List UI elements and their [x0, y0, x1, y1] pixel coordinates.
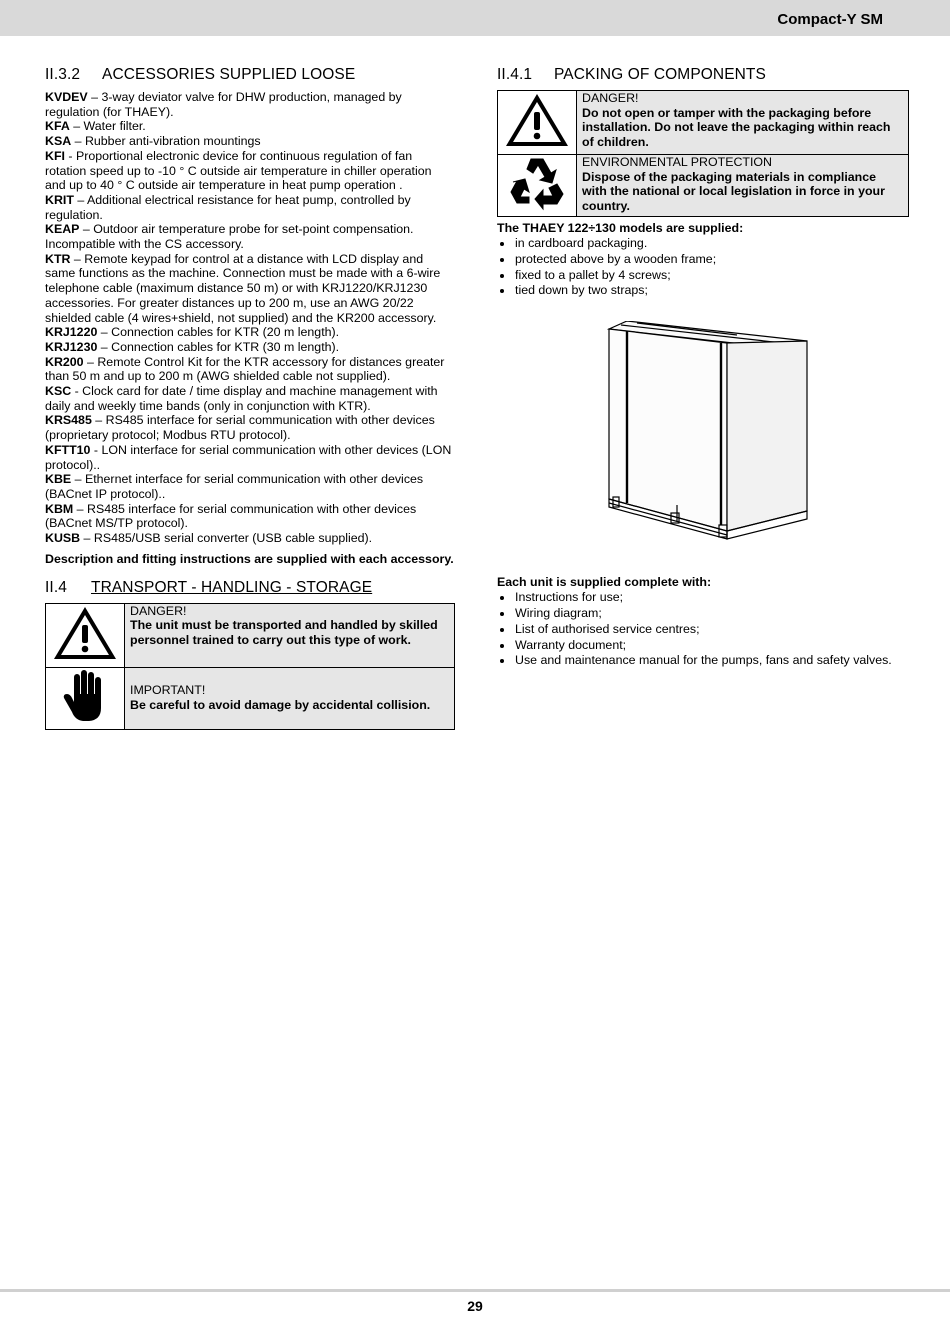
warning-body: The unit must be transported and handled by skilled personnel trained to carry out this type of work.: [130, 618, 438, 647]
accessory-code: KFTT10: [45, 442, 91, 457]
accessory-code: KBM: [45, 501, 74, 516]
accessory-description: – Outdoor air temperature probe for set-point compensation. Incompatible with the CS accessory.: [45, 222, 414, 252]
warning-text: [125, 603, 455, 667]
accessory-item: [45, 222, 455, 251]
danger-triangle-icon: [498, 91, 577, 155]
list-item: Wiring diagram;: [497, 606, 909, 622]
section-number: II.4: [45, 578, 67, 596]
section-title: TRANSPORT - HANDLING - STORAGE: [91, 578, 373, 596]
warning-head: IMPORTANT!: [130, 683, 206, 698]
accessory-code: KSC: [45, 384, 72, 399]
accessory-description: – Connection cables for KTR (30 m length).: [97, 339, 340, 354]
complete-list: [497, 590, 909, 669]
accessories-list: [45, 90, 455, 546]
warning-head: DANGER!: [582, 91, 639, 105]
warning-row: [498, 91, 909, 155]
left-column: [45, 66, 455, 730]
accessory-code: KTR: [45, 251, 71, 266]
page-number: 29: [467, 1298, 483, 1314]
accessory-item: [45, 384, 455, 413]
section-title: PACKING OF COMPONENTS: [554, 66, 766, 83]
list-item: Instructions for use;: [497, 590, 909, 606]
accessory-item: [45, 325, 455, 340]
warning-text: [577, 155, 909, 217]
warning-text: [125, 667, 455, 729]
accessory-description: – Additional electrical resistance for heat pump, controlled by regulation.: [45, 192, 411, 222]
accessory-code: KRJ1230: [45, 339, 98, 354]
section-heading-accessories: [45, 66, 455, 84]
accessory-description: – Remote Control Kit for the KTR accessory for distances greater than 50 m and up to 200 m (AWG shielded cable not supplied).: [45, 354, 445, 384]
supplied-list: [497, 236, 909, 299]
transport-warning-table: [45, 603, 455, 730]
warning-head: ENVIRONMENTAL PROTECTION: [582, 155, 773, 169]
right-column: [497, 66, 909, 669]
accessory-description: – Connection cables for KTR (20 m length).: [97, 325, 340, 340]
section-number: II.4.1: [497, 66, 533, 83]
warning-row: [46, 667, 455, 729]
warning-text: [577, 91, 909, 155]
document-title: Compact-Y SM: [777, 11, 883, 28]
packed-unit-illustration: [607, 321, 817, 543]
section-number: II.3.2: [45, 66, 81, 83]
accessory-code: KFA: [45, 119, 70, 134]
accessory-description: – RS485 interface for serial communication with other devices (BACnet MS/TP protocol).: [45, 501, 417, 531]
accessory-description: - Clock card for date / time display and machine management with daily and weekly time bands (only in conjunction with KTR).: [45, 384, 438, 413]
warning-body: Dispose of the packaging materials in compliance with the national or local legislation in force in your country.: [582, 169, 885, 214]
section-title: ACCESSORIES SUPPLIED LOOSE: [102, 66, 356, 83]
accessory-code: KBE: [45, 472, 72, 487]
accessory-item: [45, 119, 455, 134]
warning-body: Do not open or tamper with the packaging before installation. Do not leave the packaging within reach of children.: [582, 105, 891, 150]
accessory-code: KRS485: [45, 413, 92, 428]
list-item: List of authorised service centres;: [497, 622, 909, 638]
section-heading-transport: [45, 579, 455, 597]
accessory-code: KSA: [45, 134, 72, 149]
accessory-description: - Proportional electronic device for continuous regulation of fan rotation speed up to -10 ° C outside air temperature in chiller operation and up to 40 ° C outside air temperature in heat pump operation .: [45, 148, 432, 193]
footer-bar: [0, 1289, 950, 1292]
accessory-code: KEAP: [45, 222, 80, 237]
accessory-item: [45, 90, 455, 119]
accessory-item: [45, 502, 455, 531]
accessory-item: [45, 149, 455, 193]
accessory-code: KFI: [45, 148, 65, 163]
accessory-item: [45, 355, 455, 384]
accessory-description: – RS485/USB serial converter (USB cable supplied).: [80, 531, 373, 546]
accessory-code: KRJ1220: [45, 325, 98, 340]
hand-stop-icon: [46, 667, 125, 729]
accessory-item: [45, 134, 455, 149]
recycle-icon: [498, 155, 577, 217]
accessories-note: Description and fitting instructions are supplied with each accessory.: [45, 551, 454, 566]
warning-row: [46, 603, 455, 667]
accessory-item: [45, 531, 455, 546]
warning-body: Be careful to avoid damage by accidental collision.: [130, 698, 431, 712]
list-item: Warranty document;: [497, 638, 909, 654]
warning-head: DANGER!: [130, 603, 187, 618]
accessory-item: [45, 443, 455, 472]
section-heading-packing: [497, 66, 909, 84]
accessory-description: – 3-way deviator valve for DHW production, managed by regulation (for THAEY).: [45, 90, 402, 119]
accessory-item: [45, 413, 455, 442]
complete-title: Each unit is supplied complete with:: [497, 575, 712, 590]
accessory-item: [45, 472, 455, 501]
accessory-item: [45, 193, 455, 222]
accessory-item: [45, 340, 455, 355]
accessory-item: [45, 252, 455, 326]
accessory-description: – Rubber anti-vibration mountings: [71, 134, 261, 149]
list-item: tied down by two straps;: [497, 283, 909, 299]
accessory-code: KVDEV: [45, 90, 88, 104]
accessory-description: – Water filter.: [69, 119, 146, 134]
list-item: Use and maintenance manual for the pumps, fans and safety valves.: [497, 653, 909, 669]
accessory-code: KRIT: [45, 192, 74, 207]
danger-triangle-icon: [46, 603, 125, 667]
accessory-code: KUSB: [45, 531, 81, 546]
list-item: fixed to a pallet by 4 screws;: [497, 268, 909, 284]
accessory-description: – Ethernet interface for serial communication with other devices (BACnet IP protocol)..: [45, 472, 424, 501]
accessory-description: – RS485 interface for serial communication with other devices (proprietary protocol; Modbus RTU protocol).: [45, 413, 435, 443]
list-item: protected above by a wooden frame;: [497, 252, 909, 268]
list-item: in cardboard packaging.: [497, 236, 909, 252]
warning-row: [498, 155, 909, 217]
supplied-title: The THAEY 122÷130 models are supplied:: [497, 221, 744, 235]
accessory-description: - LON interface for serial communication with other devices (LON protocol)..: [45, 442, 452, 472]
accessory-code: KR200: [45, 354, 84, 369]
accessory-description: – Remote keypad for control at a distance with LCD display and same functions as the machine. Connection must be made with a 6-wire telephone cable (maximum distance 50 m) or with KRJ1220/KRJ1230 accessories. For greater distances up to 200 m, use an AWG 20/22 shielded cable (4 wires+shield, not supplied) and the KR200 accessory.: [45, 251, 441, 325]
packing-warning-table: [497, 90, 909, 217]
